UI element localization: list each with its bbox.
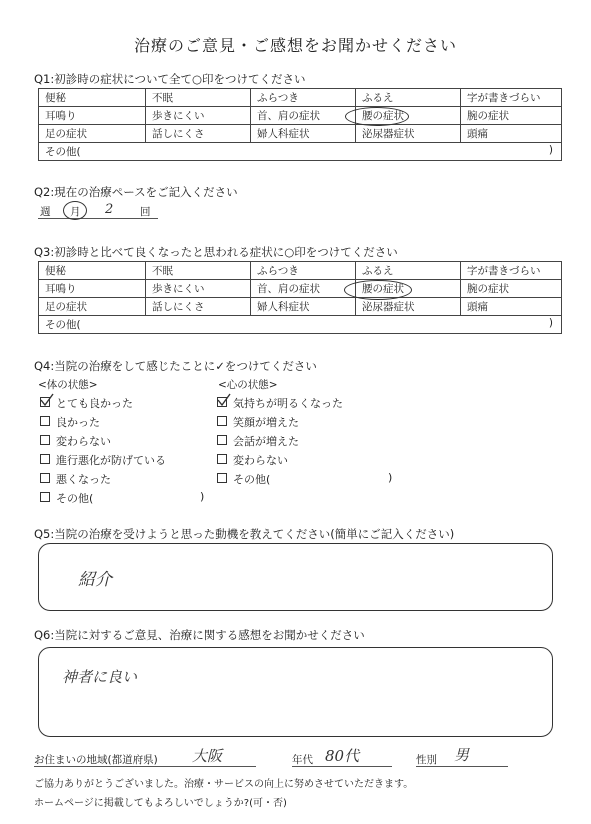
checkbox-item[interactable] xyxy=(217,433,343,452)
q1-cell[interactable]: 頭痛 xyxy=(461,125,562,143)
table-row xyxy=(39,316,562,334)
checkbox-label: その他( xyxy=(233,473,271,486)
q1-cell[interactable]: 字が書きづらい xyxy=(461,89,562,107)
q3-other-field[interactable] xyxy=(39,316,562,334)
q1-symptom-table xyxy=(38,88,562,161)
q2-week-label: 週 xyxy=(40,206,51,218)
checkbox[interactable] xyxy=(217,454,227,464)
page-title: 治療のご意見・ご感想をお聞かせください xyxy=(133,36,457,55)
checkbox-item[interactable] xyxy=(40,433,166,452)
region-label: お住まいの地域(都道府県) xyxy=(34,754,158,766)
q5-answer-box[interactable] xyxy=(38,543,553,611)
checkbox[interactable] xyxy=(40,473,50,483)
q4-body-other-close: ) xyxy=(200,490,205,503)
q1-circle-mark xyxy=(345,107,409,126)
checkbox[interactable] xyxy=(217,397,227,407)
checkbox[interactable] xyxy=(40,492,50,502)
checkbox-label: とても良かった xyxy=(56,397,133,410)
checkbox-label: 進行悪化が防げている xyxy=(56,454,166,467)
checkbox-item[interactable] xyxy=(217,414,343,433)
checkbox-item[interactable] xyxy=(217,452,343,471)
table-row xyxy=(39,89,562,107)
checkbox-item[interactable] xyxy=(40,471,166,490)
q3-cell[interactable]: ふらつき xyxy=(251,262,356,280)
checkbox-label: その他( xyxy=(56,492,94,505)
checkbox-label: 気持ちが明るくなった xyxy=(233,397,343,410)
q3-cell[interactable]: 便秘 xyxy=(39,262,146,280)
checkbox-item[interactable] xyxy=(40,452,166,471)
q1-cell[interactable]: 腰の症状 xyxy=(356,107,461,125)
q3-cell[interactable]: 腰の症状 xyxy=(356,280,461,298)
q6-heading: Q6:当院に対するご意見、治療に関する感想をお聞かせください xyxy=(34,628,365,642)
q6-handwritten-answer: 神者に良い xyxy=(62,668,138,686)
q3-cell[interactable]: 字が書きづらい xyxy=(461,262,562,280)
checkbox-item[interactable] xyxy=(217,395,343,414)
sex-label: 性別 xyxy=(416,754,437,766)
checkbox[interactable] xyxy=(217,435,227,445)
checkbox-label: 会話が増えた xyxy=(233,435,299,448)
q4-body-list xyxy=(40,395,166,509)
q2-heading: Q2:現在の治療ペースをご記入ください xyxy=(34,185,238,199)
q5-handwritten-answer: 紹介 xyxy=(78,570,112,590)
checkbox[interactable] xyxy=(40,416,50,426)
q3-cell[interactable]: 歩きにくい xyxy=(146,280,251,298)
checkbox[interactable] xyxy=(40,397,50,407)
checkbox-item[interactable] xyxy=(40,490,166,509)
checkbox-item[interactable] xyxy=(40,395,166,414)
q3-cell[interactable]: 不眠 xyxy=(146,262,251,280)
q5-heading: Q5:当院の治療を受けようと思った動機を教えてください(簡単にご記入ください) xyxy=(34,527,455,541)
age-value: 80代 xyxy=(325,747,360,765)
table-row xyxy=(39,298,562,316)
q3-heading: Q3:初診時と比べて良くなったと思われる症状に○印をつけてください xyxy=(34,245,398,259)
q1-cell[interactable]: 歩きにくい xyxy=(146,107,251,125)
q3-other-close: ) xyxy=(548,317,553,329)
q4-mind-list xyxy=(217,395,343,490)
q3-cell[interactable]: 首、肩の症状 xyxy=(251,280,356,298)
table-row xyxy=(39,280,562,298)
q1-cell[interactable]: ふらつき xyxy=(251,89,356,107)
q1-cell[interactable]: 耳鳴り xyxy=(39,107,146,125)
q3-cell[interactable]: 話しにくさ xyxy=(146,298,251,316)
q1-cell[interactable]: 泌尿器症状 xyxy=(356,125,461,143)
q3-cell[interactable]: 腕の症状 xyxy=(461,280,562,298)
publish-consent-text: ホームページに掲載してもよろしいでしょうか?(可・否) xyxy=(34,798,287,809)
q3-cell[interactable]: ふるえ xyxy=(356,262,461,280)
checkbox-label: 悪くなった xyxy=(56,473,111,486)
table-row xyxy=(39,143,562,161)
q3-cell[interactable]: 頭痛 xyxy=(461,298,562,316)
q2-count-handwritten: 2 xyxy=(105,202,114,217)
table-row xyxy=(39,107,562,125)
q1-cell[interactable]: 足の症状 xyxy=(39,125,146,143)
q3-cell[interactable]: 足の症状 xyxy=(39,298,146,316)
checkbox-label: 変わらない xyxy=(233,454,288,467)
q1-cell[interactable]: 不眠 xyxy=(146,89,251,107)
thanks-text: ご協力ありがとうございました。治療・サービスの向上に努めさせていただきます。 xyxy=(34,779,414,790)
q2-times-label: 回 xyxy=(140,206,151,218)
table-row xyxy=(39,262,562,280)
q4-body-header: <体の状態> xyxy=(38,379,98,391)
q1-cell[interactable]: 婦人科症状 xyxy=(251,125,356,143)
q4-heading: Q4:当院の治療をして感じたことに✓をつけてください xyxy=(34,359,317,373)
q3-other-label: その他( xyxy=(45,319,81,331)
sex-value: 男 xyxy=(454,746,470,764)
checkbox[interactable] xyxy=(217,416,227,426)
q6-answer-box[interactable] xyxy=(38,647,553,737)
q1-cell[interactable]: 便秘 xyxy=(39,89,146,107)
q1-cell[interactable]: ふるえ xyxy=(356,89,461,107)
q1-cell[interactable]: 話しにくさ xyxy=(146,125,251,143)
checkbox[interactable] xyxy=(40,454,50,464)
q1-other-field[interactable] xyxy=(39,143,562,161)
q1-other-close: ) xyxy=(548,144,553,156)
q3-cell[interactable]: 婦人科症状 xyxy=(251,298,356,316)
q2-month-label: 月 xyxy=(70,206,81,218)
q1-cell[interactable]: 首、肩の症状 xyxy=(251,107,356,125)
q1-heading: Q1:初診時の症状について全て○印をつけてください xyxy=(34,72,306,86)
q3-circle-mark xyxy=(344,280,412,300)
q1-other-label: その他( xyxy=(45,146,81,158)
q4-mind-header: <心の状態> xyxy=(218,379,278,391)
checkbox-label: 笑顔が増えた xyxy=(233,416,299,429)
region-field[interactable] xyxy=(34,752,256,767)
table-row xyxy=(39,125,562,143)
checkbox-label: 良かった xyxy=(56,416,100,429)
q3-cell[interactable]: 耳鳴り xyxy=(39,280,146,298)
region-value: 大阪 xyxy=(192,747,223,765)
check-mark-icon xyxy=(40,393,54,407)
checkbox-item[interactable] xyxy=(40,414,166,433)
age-label: 年代 xyxy=(292,754,313,766)
checkbox[interactable] xyxy=(217,473,227,483)
checkbox-label: 変わらない xyxy=(56,435,111,448)
checkbox[interactable] xyxy=(40,435,50,445)
check-mark-icon xyxy=(217,393,231,407)
checkbox-item[interactable] xyxy=(217,471,343,490)
q1-cell[interactable]: 腕の症状 xyxy=(461,107,562,125)
q3-cell[interactable]: 泌尿器症状 xyxy=(356,298,461,316)
q4-mind-other-close: ) xyxy=(388,471,393,484)
q3-symptom-table xyxy=(38,261,562,334)
